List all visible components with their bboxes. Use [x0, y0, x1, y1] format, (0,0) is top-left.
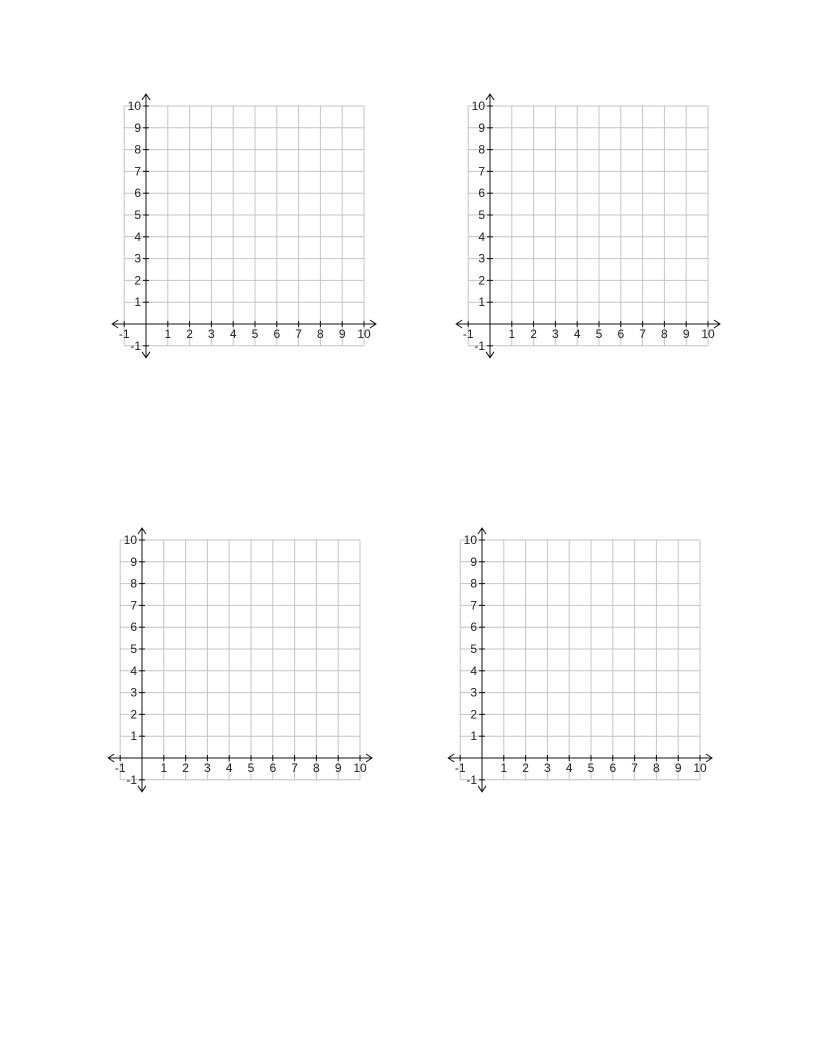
coordinate-grid-top-left	[112, 94, 376, 358]
y-tick-label: 8	[470, 576, 477, 591]
x-tick-label: 6	[617, 327, 625, 341]
y-tick-label: 10	[127, 99, 141, 113]
x-tick-label: 6	[269, 761, 277, 775]
y-tick-label: 6	[478, 186, 485, 201]
y-tick-label: 10	[123, 533, 137, 547]
x-tick-label: 2	[182, 761, 189, 775]
y-tick-label: 9	[478, 120, 485, 135]
y-tick-label: 4	[478, 229, 485, 244]
x-tick-label: 7	[291, 761, 298, 775]
x-tick-label: 8	[317, 327, 324, 341]
coordinate-grid-bottom-left	[108, 528, 372, 792]
x-tick-label: 5	[251, 327, 259, 341]
y-tick-label: 9	[134, 120, 141, 135]
x-tick-label: 3	[204, 761, 211, 775]
y-tick-label: 3	[478, 251, 485, 266]
y-tick-label: 6	[130, 620, 137, 635]
x-tick-label: 7	[639, 327, 646, 341]
y-tick-label: 7	[470, 598, 477, 613]
y-tick-label: 3	[470, 685, 477, 700]
coordinate-grid-bottom-right	[448, 528, 712, 792]
x-tick-label: -1	[118, 327, 130, 341]
y-tick-label: 1	[130, 729, 137, 744]
y-tick-label: 10	[471, 99, 485, 113]
y-tick-label: 9	[470, 554, 477, 569]
y-tick-label: 2	[130, 707, 137, 722]
y-tick-label: 1	[134, 295, 141, 310]
x-tick-label: 4	[573, 327, 581, 341]
y-tick-label: 8	[478, 142, 485, 157]
y-tick-label: 4	[470, 663, 477, 678]
y-tick-label: -1	[126, 772, 137, 787]
x-tick-label: 9	[682, 327, 690, 341]
x-tick-label: 8	[661, 327, 668, 341]
y-tick-label: 3	[130, 685, 137, 700]
coordinate-grid-top-right	[456, 94, 720, 358]
y-tick-label: 5	[130, 642, 137, 656]
y-tick-label: -1	[466, 772, 477, 787]
y-tick-label: 7	[478, 164, 485, 179]
y-tick-label: 4	[130, 663, 137, 678]
x-tick-label: -1	[454, 761, 466, 775]
x-tick-label: -1	[462, 327, 474, 341]
x-tick-label: 7	[631, 761, 638, 775]
x-tick-label: 5	[247, 761, 255, 775]
x-tick-label: 9	[338, 327, 346, 341]
y-tick-label: -1	[474, 338, 485, 353]
x-tick-label: 10	[357, 327, 371, 341]
y-tick-label: 8	[134, 142, 141, 157]
x-tick-label: 5	[587, 761, 595, 775]
y-tick-label: 2	[470, 707, 477, 722]
y-tick-label: -1	[130, 338, 141, 353]
x-tick-label: 3	[544, 761, 551, 775]
x-tick-label: 3	[208, 327, 215, 341]
x-tick-label: 1	[508, 327, 516, 341]
y-tick-label: 1	[478, 295, 485, 310]
x-tick-label: 1	[160, 761, 168, 775]
x-tick-label: 8	[653, 761, 660, 775]
x-tick-label: 4	[565, 761, 573, 775]
x-tick-label: 7	[295, 327, 302, 341]
x-tick-label: -1	[114, 761, 126, 775]
y-tick-label: 6	[470, 620, 477, 635]
x-tick-label: 9	[334, 761, 342, 775]
y-tick-label: 9	[130, 554, 137, 569]
y-tick-label: 2	[478, 273, 485, 288]
x-tick-label: 9	[674, 761, 682, 775]
y-tick-label: 8	[130, 576, 137, 591]
y-tick-label: 7	[130, 598, 137, 613]
x-tick-label: 10	[701, 327, 715, 341]
x-tick-label: 5	[595, 327, 603, 341]
x-tick-label: 1	[500, 761, 508, 775]
y-tick-label: 6	[134, 186, 141, 201]
y-tick-label: 3	[134, 251, 141, 266]
x-tick-label: 10	[693, 761, 707, 775]
x-tick-label: 6	[609, 761, 617, 775]
x-tick-label: 4	[225, 761, 233, 775]
x-tick-label: 1	[164, 327, 172, 341]
y-tick-label: 1	[470, 729, 477, 744]
y-tick-label: 10	[463, 533, 477, 547]
y-tick-label: 2	[134, 273, 141, 288]
x-tick-label: 8	[313, 761, 320, 775]
y-tick-label: 5	[470, 642, 477, 656]
x-tick-label: 2	[530, 327, 537, 341]
y-tick-label: 5	[134, 208, 141, 222]
x-tick-label: 2	[186, 327, 193, 341]
y-tick-label: 5	[478, 208, 485, 222]
x-tick-label: 4	[229, 327, 237, 341]
x-tick-label: 3	[552, 327, 559, 341]
y-tick-label: 4	[134, 229, 141, 244]
y-tick-label: 7	[134, 164, 141, 179]
x-tick-label: 6	[273, 327, 281, 341]
x-tick-label: 2	[522, 761, 529, 775]
x-tick-label: 10	[353, 761, 367, 775]
